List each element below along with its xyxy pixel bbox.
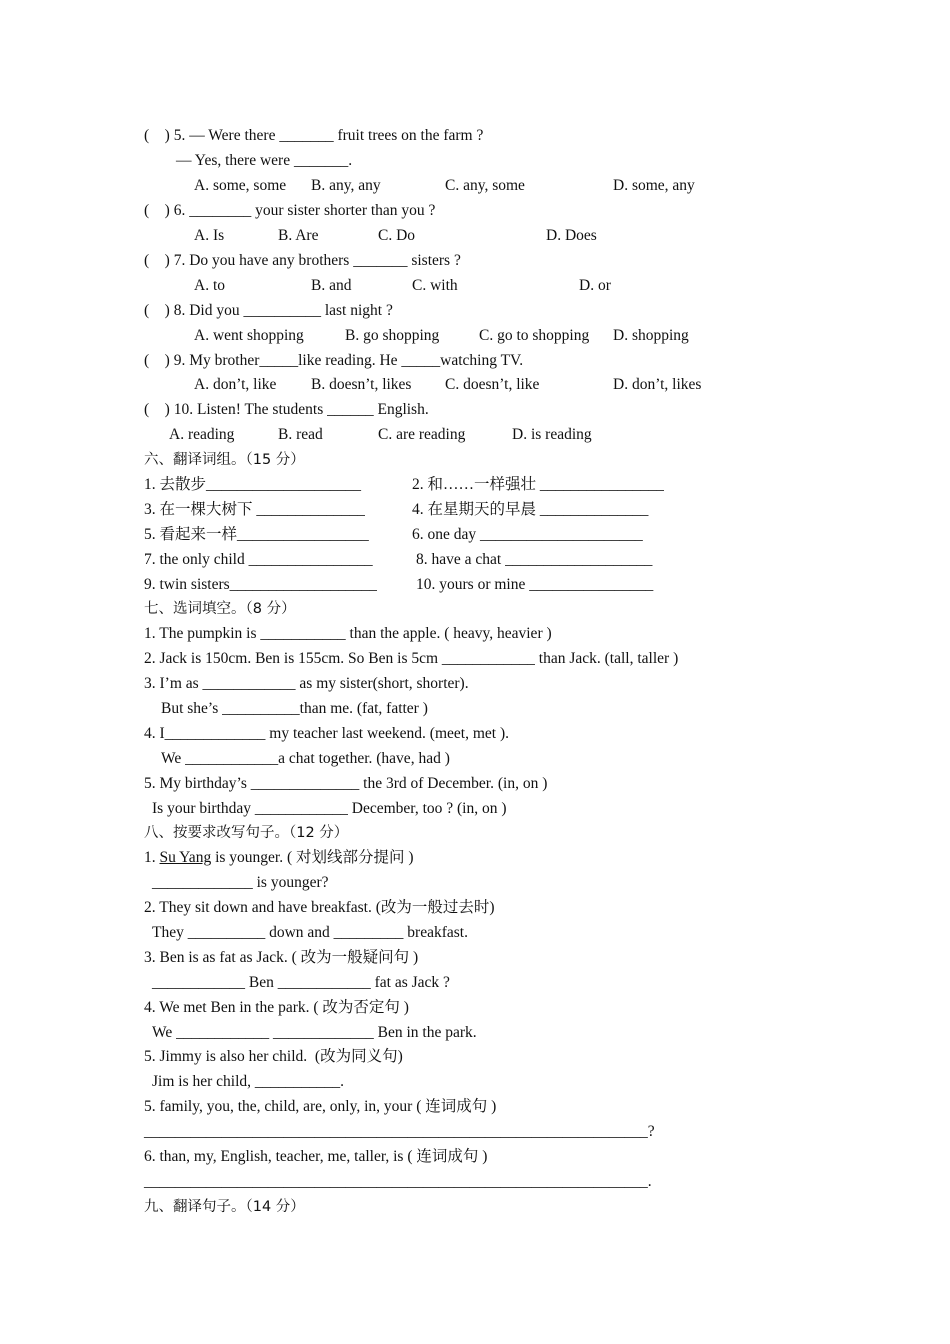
rewrite-q1 bbox=[144, 847, 414, 869]
phrase-item: 3. 在一棵大树下 ______________ bbox=[144, 501, 365, 518]
rewrite-line: 5. Jimmy is also her child. (改为同义句) bbox=[144, 1048, 403, 1065]
section-7-heading: 七、选词填空。（8 分） bbox=[144, 601, 296, 617]
q8-stem: ( ) 8. Did you __________ last night ? bbox=[144, 302, 393, 319]
q8-option-b: B. go shopping bbox=[345, 327, 440, 344]
q1-rest: is younger. ( 对划线部分提问 ) bbox=[211, 849, 414, 866]
phrase-item: 9. twin sisters___________________ bbox=[144, 576, 377, 593]
answer-line: They __________ down and _________ breakfast. bbox=[152, 924, 468, 941]
answer-line: We ____________ _____________ Ben in the park. bbox=[152, 1024, 477, 1041]
q5-stem-line2: — Yes, there were _______. bbox=[176, 152, 353, 169]
q5-option-d: D. some, any bbox=[613, 177, 695, 194]
rewrite-line: 5. family, you, the, child, are, only, in, your ( 连词成句 ) bbox=[144, 1098, 497, 1115]
q6-option-b: B. Are bbox=[278, 227, 319, 244]
q8-option-a: A. went shopping bbox=[194, 327, 304, 344]
phrase-item: 10. yours or mine ________________ bbox=[416, 576, 654, 593]
q6-option-a: A. Is bbox=[194, 227, 225, 244]
q6-option-d: D. Does bbox=[546, 227, 597, 244]
phrase-item: 4. 在星期天的早晨 ______________ bbox=[412, 501, 649, 518]
q5-option-b: B. any, any bbox=[311, 177, 381, 194]
rewrite-line: 6. than, my, English, teacher, me, taller, is ( 连词成句 ) bbox=[144, 1148, 488, 1165]
rewrite-line: 2. They sit down and have breakfast. (改为一般过去时) bbox=[144, 899, 495, 916]
phrase-item: 8. have a chat ___________________ bbox=[416, 551, 653, 568]
q7-stem: ( ) 7. Do you have any brothers _______ sisters ? bbox=[144, 252, 461, 269]
q10-option-a: A. reading bbox=[169, 426, 235, 443]
q7-option-a: A. to bbox=[194, 277, 225, 294]
fill-line: But she’s __________than me. (fat, fatter ) bbox=[161, 700, 428, 717]
answer-line: ____________ Ben ____________ fat as Jack ? bbox=[152, 974, 450, 991]
q7-option-c: C. with bbox=[412, 277, 458, 294]
q10-option-c: C. are reading bbox=[378, 426, 466, 443]
fill-line: We ____________a chat together. (have, had ) bbox=[161, 750, 450, 767]
phrase-item: 5. 看起来一样_________________ bbox=[144, 526, 369, 543]
answer-line-long: _________________________________________________________________. bbox=[144, 1173, 652, 1190]
q10-option-d: D. is reading bbox=[512, 426, 592, 443]
section-9-heading: 九、翻译句子。（14 分） bbox=[144, 1199, 305, 1215]
fill-line: 4. I_____________ my teacher last weekend. (meet, met ). bbox=[144, 725, 509, 742]
section-8-heading: 八、按要求改写句子。（12 分） bbox=[144, 825, 349, 841]
q5-stem: ( ) 5. — Were there _______ fruit trees on the farm ? bbox=[144, 127, 484, 144]
q7-option-d: D. or bbox=[579, 277, 611, 294]
q10-option-b: B. read bbox=[278, 426, 323, 443]
phrase-item: 6. one day _____________________ bbox=[412, 526, 643, 543]
underlined-name: Su Yang bbox=[159, 849, 212, 866]
q9-option-a: A. don’t, like bbox=[194, 376, 277, 393]
rewrite-line: 4. We met Ben in the park. ( 改为否定句 ) bbox=[144, 999, 409, 1016]
phrase-item: 1. 去散步____________________ bbox=[144, 476, 362, 493]
fill-line: 2. Jack is 150cm. Ben is 155cm. So Ben is 5cm ____________ than Jack. (tall, taller ) bbox=[144, 650, 679, 667]
q6-stem: ( ) 6. ________ your sister shorter than you ? bbox=[144, 202, 436, 219]
q1-number: 1. bbox=[144, 849, 160, 866]
answer-line-long: _________________________________________________________________? bbox=[144, 1123, 655, 1140]
q9-stem: ( ) 9. My brother_____like reading. He _____watching TV. bbox=[144, 352, 524, 369]
answer-line: _____________ is younger? bbox=[152, 874, 329, 891]
fill-line: 3. I’m as ____________ as my sister(short, shorter). bbox=[144, 675, 469, 692]
q8-option-d: D. shopping bbox=[613, 327, 689, 344]
fill-line: 1. The pumpkin is ___________ than the apple. ( heavy, heavier ) bbox=[144, 625, 552, 642]
q10-stem: ( ) 10. Listen! The students ______ English. bbox=[144, 401, 429, 418]
answer-line: Jim is her child, ___________. bbox=[152, 1073, 345, 1090]
q9-option-d: D. don’t, likes bbox=[613, 376, 702, 393]
q5-option-a: A. some, some bbox=[194, 177, 287, 194]
q9-option-c: C. doesn’t, like bbox=[445, 376, 540, 393]
q9-option-b: B. doesn’t, likes bbox=[311, 376, 412, 393]
fill-line: Is your birthday ____________ December, too ? (in, on ) bbox=[152, 800, 507, 817]
q7-option-b: B. and bbox=[311, 277, 352, 294]
q8-option-c: C. go to shopping bbox=[479, 327, 590, 344]
rewrite-line: 3. Ben is as fat as Jack. ( 改为一般疑问句 ) bbox=[144, 949, 419, 966]
section-6-heading: 六、翻译词组。（15 分） bbox=[144, 452, 305, 468]
phrase-item: 7. the only child ________________ bbox=[144, 551, 373, 568]
phrase-item: 2. 和……一样强壮 ________________ bbox=[412, 476, 664, 493]
fill-line: 5. My birthday’s ______________ the 3rd of December. (in, on ) bbox=[144, 775, 548, 792]
q6-option-c: C. Do bbox=[378, 227, 416, 244]
q5-option-c: C. any, some bbox=[445, 177, 525, 194]
